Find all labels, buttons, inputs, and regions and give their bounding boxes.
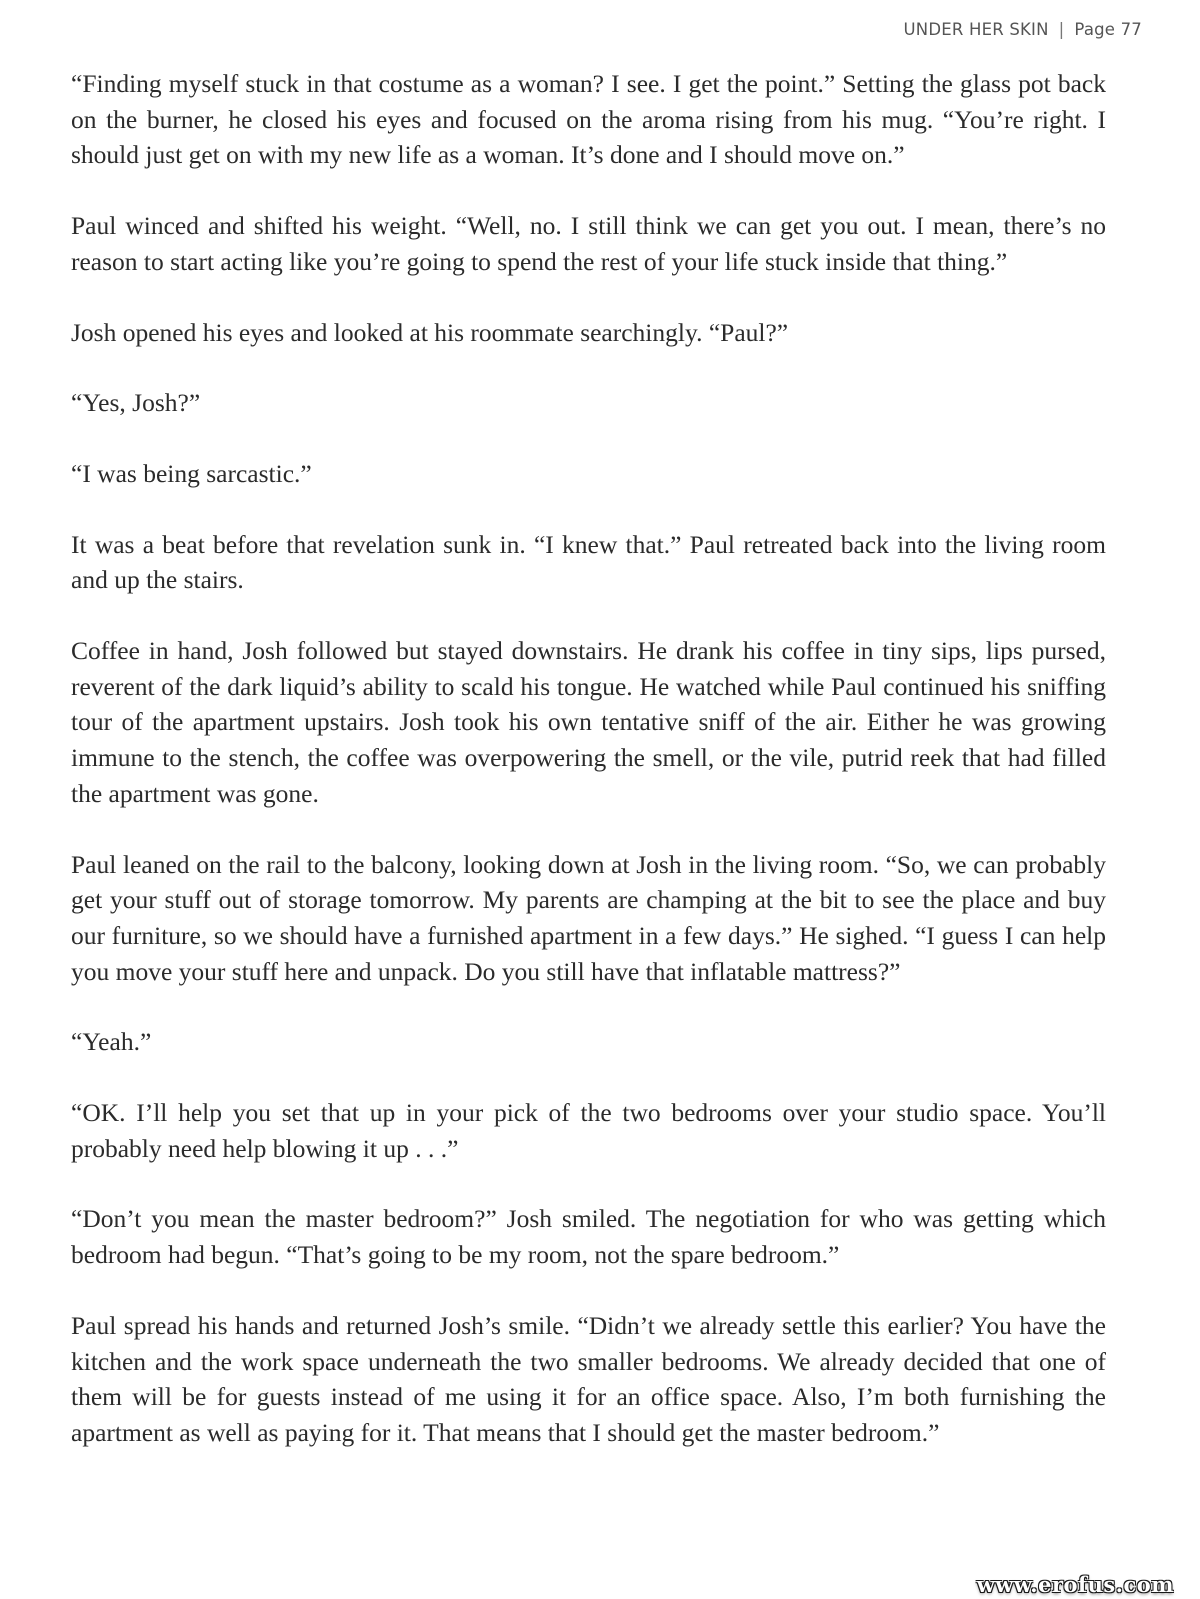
- paragraph: “I was being sarcastic.”: [71, 458, 312, 488]
- book-title: UNDER HER SKIN: [903, 20, 1049, 39]
- site-watermark: www.erofus.com: [976, 1572, 1174, 1597]
- paragraph: It was a beat before that revelation sunk in. “I knew that.” Paul retreated back into the living room and up the stairs.: [71, 529, 1106, 595]
- paragraph: “Yes, Josh?”: [71, 388, 201, 418]
- running-header: [904, 20, 1142, 39]
- paragraph: “Don’t you mean the master bedroom?” Josh smiled. The negotiation for who was getting which bedroom had begun. “That’s going to be my room, not the spare bedroom.”: [71, 1204, 1106, 1270]
- page-body: [71, 66, 1106, 1486]
- paragraph: Coffee in hand, Josh followed but stayed downstairs. He drank his coffee in tiny sips, lips pursed, reverent of the dark liquid’s ability to scald his tongue. He watched while Paul continued his sniffing tour of the apartment upstairs. Josh took his own tentative sniff of the air. Either he was growing immune to the stench, the coffee was overpowering the smell, or the vile, putrid reek that had filled the apartment was gone.: [71, 636, 1106, 808]
- paragraph: “Finding myself stuck in that costume as a woman? I see. I get the point.” Setting the glass pot back on the burner, he closed his eyes and focused on the aroma rising from his mug. “You’re right. I should just get on with my new life as a woman. It’s done and I should move on.”: [71, 69, 1106, 170]
- header-separator: |: [1058, 20, 1065, 39]
- paragraph: Paul winced and shifted his weight. “Well, no. I still think we can get you out. I mean, there’s no reason to start acting like you’re going to spend the rest of your life stuck inside that thing.”: [71, 211, 1106, 276]
- page-number: Page 77: [1074, 20, 1142, 39]
- paragraph: Josh opened his eyes and looked at his roommate searchingly. “Paul?”: [71, 317, 789, 347]
- paragraph: “Yeah.”: [71, 1027, 152, 1057]
- paragraph: Paul leaned on the rail to the balcony, looking down at Josh in the living room. “So, we can probably get your stuff out of storage tomorrow. My parents are champing at the bit to see the place and buy our furniture, so we should have a furnished apartment in a few days.” He sighed. “I guess I can help you move your stuff here and unpack. Do you still have that inflatable mattress?”: [71, 849, 1106, 986]
- paragraph: Paul spread his hands and returned Josh’s smile. “Didn’t we already settle this earlier? You have the kitchen and the work space underneath the two smaller bedrooms. We already decided that one of them will be for guests instead of me using it for an office space. Also, I’m both furnishing the apartment as well as paying for it. That means that I should get the master bedroom.”: [71, 1310, 1106, 1447]
- paragraph: “OK. I’ll help you set that up in your pick of the two bedrooms over your studio space. You’ll probably need help blowing it up . . .”: [71, 1098, 1106, 1163]
